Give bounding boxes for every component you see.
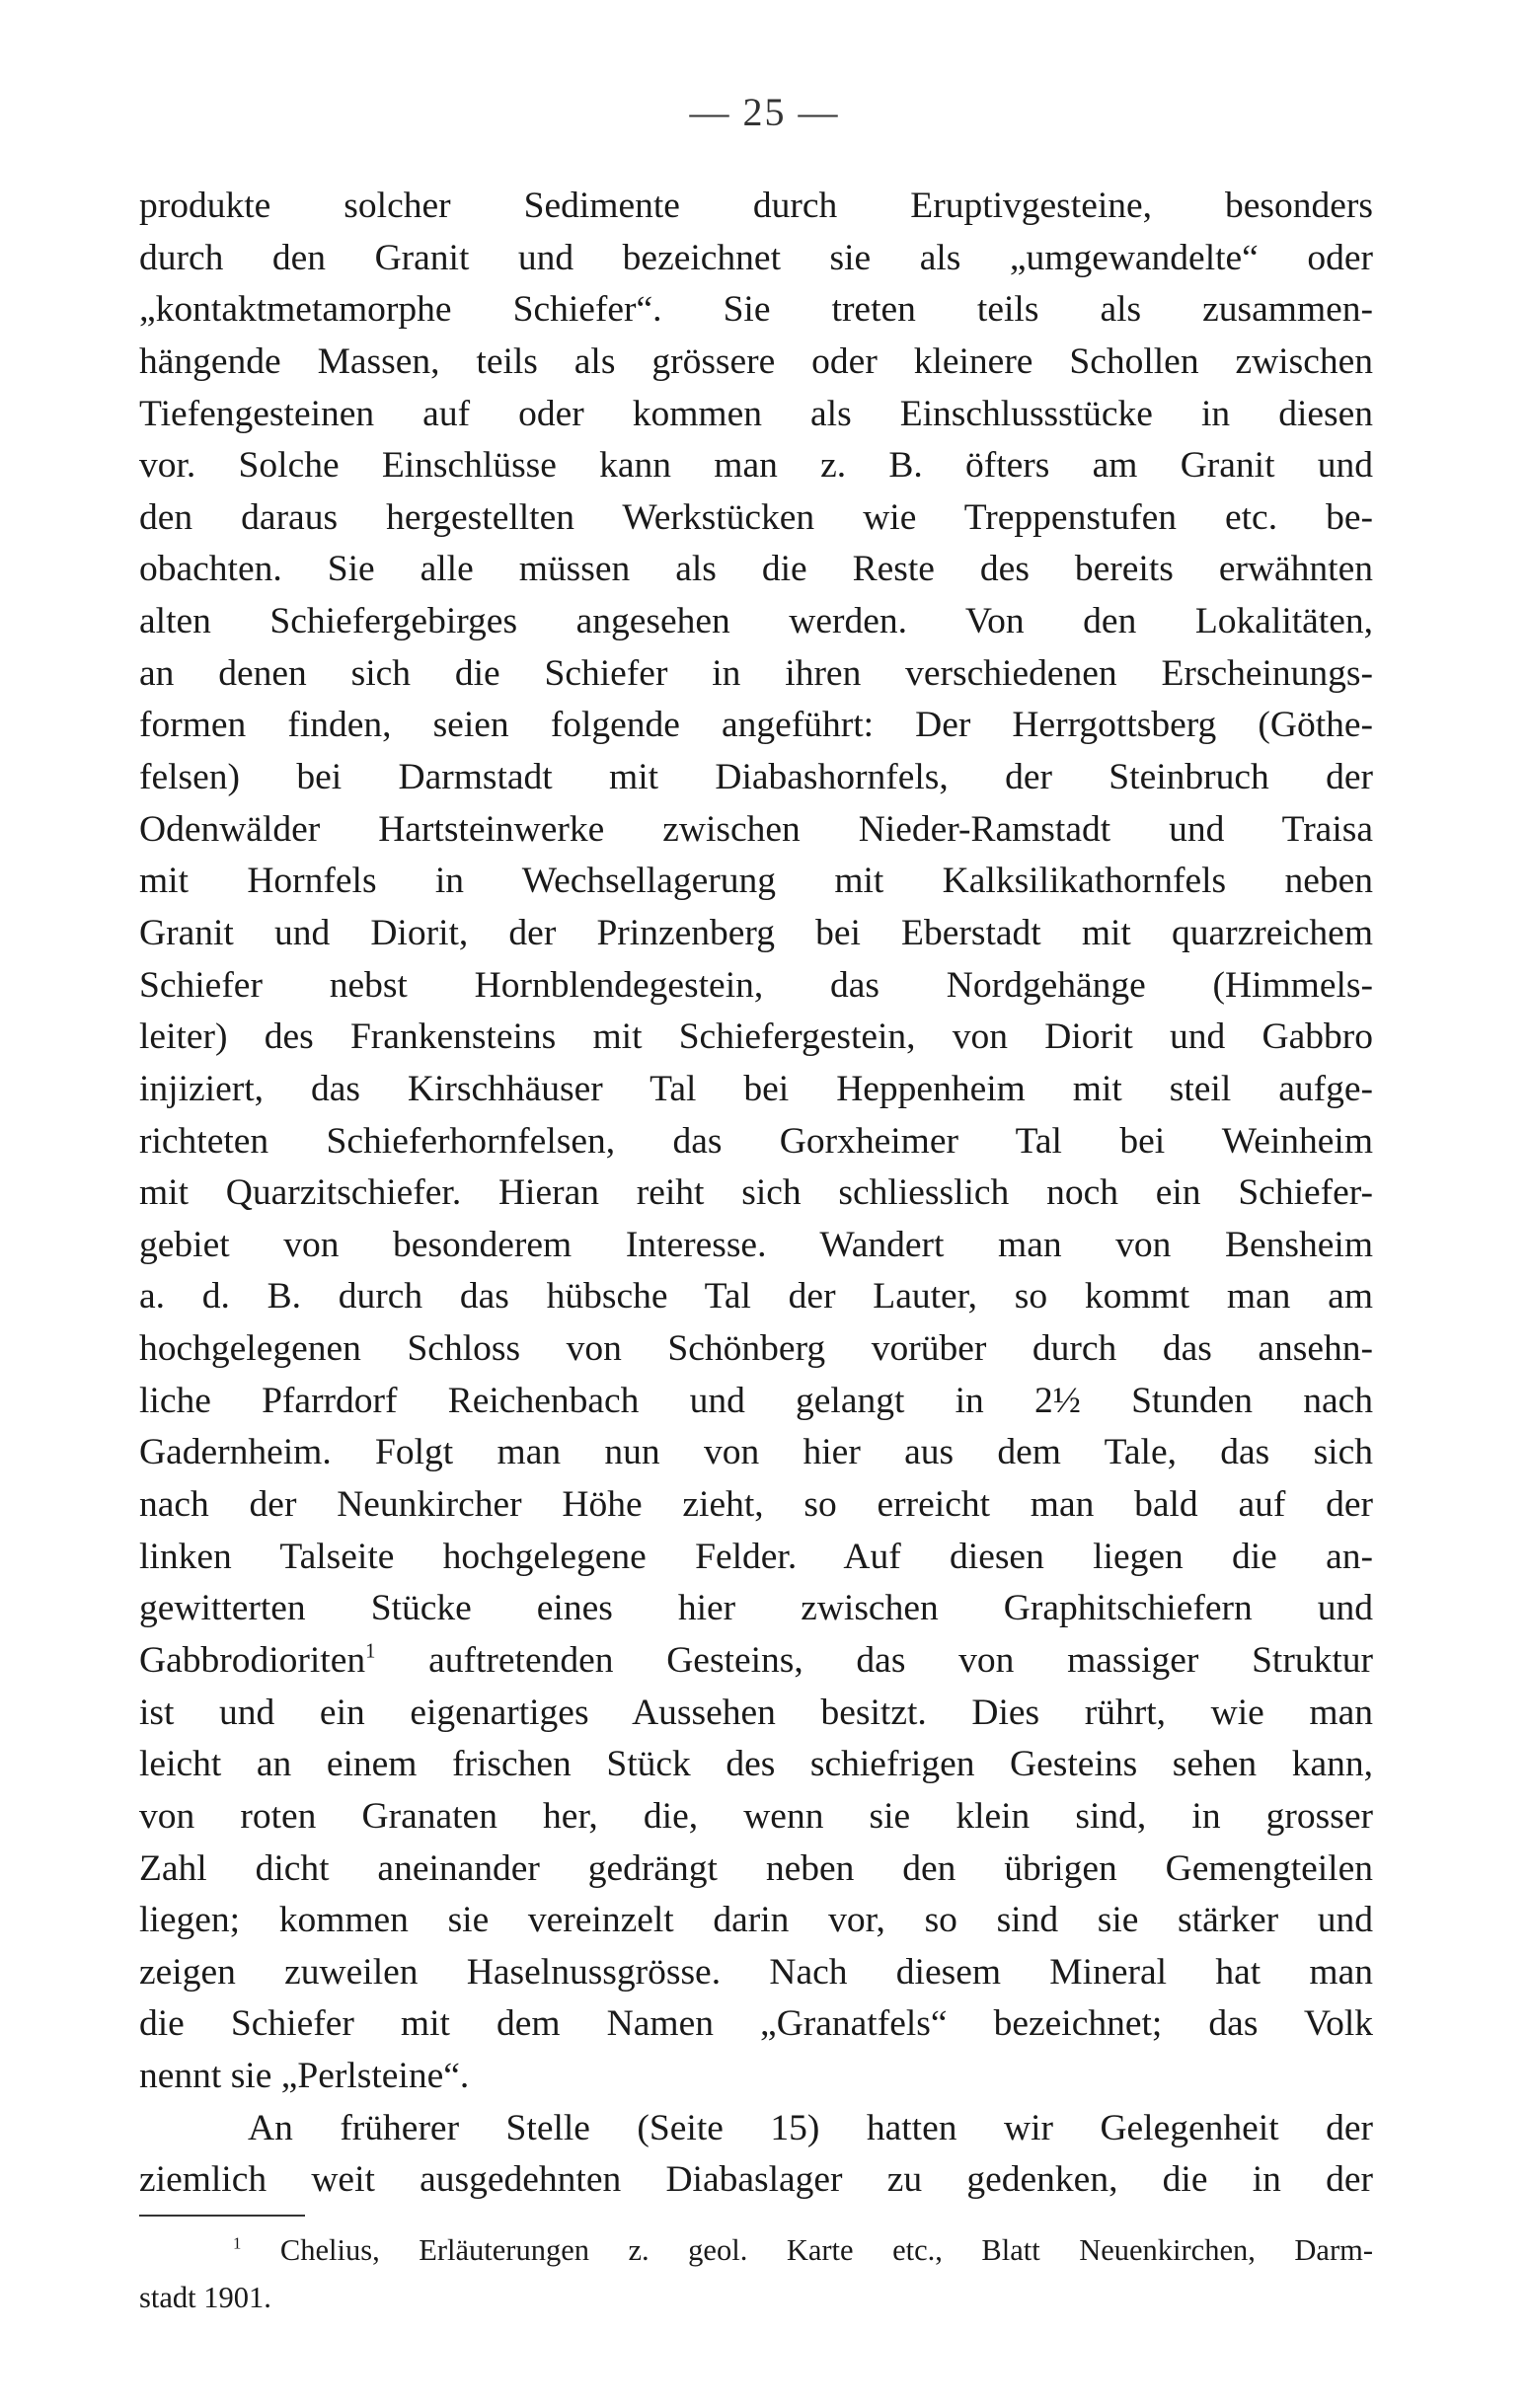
- text-line: von roten Granaten her, die, wenn sie klein sind, in grosser: [139, 1795, 1373, 1837]
- text-line: richteten Schieferhornfelsen, das Gorxheimer Tal bei Weinheim: [139, 1120, 1373, 1162]
- text-line: Granit und Diorit, der Prinzenberg bei Eberstadt mit quarzreichem: [139, 912, 1373, 953]
- text-line: Zahl dicht aneinander gedrängt neben den übrigen Gemengteilen: [139, 1847, 1373, 1889]
- text-line: gewitterten Stücke eines hier zwischen Graphitschiefern und: [139, 1588, 1373, 1629]
- footnote-marker: 1: [233, 2233, 242, 2253]
- text-line-with-footnote-ref: [139, 1635, 1373, 1688]
- text-line: den daraus hergestellten Werkstücken wie Treppenstufen etc. be-: [139, 496, 1373, 538]
- footnote-line: stadt 1901.: [139, 2281, 271, 2314]
- text-line: die Schiefer mit dem Namen „Granatfels“ bezeichnet; das Volk: [139, 2003, 1373, 2045]
- text-line: alten Schiefergebirges angesehen werden. Von den Lokalitäten,: [139, 601, 1373, 642]
- text-line: liche Pfarrdorf Reichenbach und gelangt in 2½ Stunden nach: [139, 1380, 1373, 1421]
- footnote-reference: 1: [365, 1640, 376, 1663]
- text-line: formen finden, seien folgende angeführt: Der Herrgottsberg (Göthe-: [139, 705, 1373, 746]
- text-line: Odenwälder Hartsteinwerke zwischen Nieder-Ramstadt und Traisa: [139, 808, 1373, 850]
- text-line: Tiefengesteinen auf oder kommen als Einschlussstücke in diesen: [139, 393, 1373, 434]
- text-line: injiziert, das Kirschhäuser Tal bei Heppenheim mit steil aufge-: [139, 1068, 1373, 1109]
- text-line: mit Hornfels in Wechsellagerung mit Kalksilikathornfels neben: [139, 861, 1373, 902]
- footnote-separator: [139, 2215, 305, 2217]
- text-segment: auftretenden Gesteins, das von massiger Struktur: [375, 1639, 1373, 1681]
- text-line: zeigen zuweilen Haselnussgrösse. Nach diesem Mineral hat man: [139, 1951, 1373, 1993]
- text-line: „kontaktmetamorphe Schiefer“. Sie treten teils als zusammen-: [139, 289, 1373, 331]
- body-text: [139, 181, 1373, 2207]
- text-line: Schiefer nebst Hornblendegestein, das Nordgehänge (Himmels-: [139, 964, 1373, 1006]
- paragraph-start-line: An früherer Stelle (Seite 15) hatten wir Gelegenheit der: [248, 2107, 1373, 2148]
- text-line: a. d. B. durch das hübsche Tal der Lauter, so kommt man am: [139, 1276, 1373, 1317]
- text-line: hängende Massen, teils als grössere oder kleinere Schollen zwischen: [139, 340, 1373, 382]
- text-segment: Gabbrodioriten: [139, 1639, 366, 1681]
- text-line: leicht an einem frischen Stück des schiefrigen Gesteins sehen kann,: [139, 1744, 1373, 1785]
- text-line: hochgelegenen Schloss von Schönberg vorüber durch das ansehn-: [139, 1328, 1373, 1370]
- text-line: ist und ein eigenartiges Aussehen besitzt. Dies rührt, wie man: [139, 1692, 1373, 1733]
- footnote: [139, 2226, 1373, 2321]
- footnote-text: Chelius, Erläuterungen z. geol. Karte etc., Blatt Neuenkirchen, Darm-: [241, 2233, 1373, 2267]
- text-line: durch den Granit und bezeichnet sie als „umgewandelte“ oder: [139, 237, 1373, 278]
- text-line: nach der Neunkircher Höhe zieht, so erreicht man bald auf der: [139, 1484, 1373, 1526]
- text-line: vor. Solche Einschlüsse kann man z. B. öfters am Granit und: [139, 445, 1373, 487]
- text-line: produkte solcher Sedimente durch Eruptivgesteine, besonders: [139, 186, 1373, 226]
- text-line: liegen; kommen sie vereinzelt darin vor, so sind sie stärker und: [139, 1900, 1373, 1941]
- text-line: mit Quarzitschiefer. Hieran reiht sich schliesslich noch ein Schiefer-: [139, 1172, 1373, 1214]
- text-line: obachten. Sie alle müssen als die Reste des bereits erwähnten: [139, 549, 1373, 590]
- paragraph-end-line: nennt sie „Perlsteine“.: [139, 2056, 470, 2097]
- text-line: ziemlich weit ausgedehnten Diabaslager zu gedenken, die in der: [139, 2159, 1373, 2201]
- text-line: an denen sich die Schiefer in ihren verschiedenen Erscheinungs-: [139, 652, 1373, 694]
- footnote-line: [139, 2226, 1373, 2274]
- text-line: leiter) des Frankensteins mit Schiefergestein, von Diorit und Gabbro: [139, 1016, 1373, 1058]
- text-line: linken Talseite hochgelegene Felder. Auf diesen liegen die an-: [139, 1536, 1373, 1577]
- text-line: Gadernheim. Folgt man nun von hier aus dem Tale, das sich: [139, 1432, 1373, 1473]
- text-line: felsen) bei Darmstadt mit Diabashornfels, der Steinbruch der: [139, 757, 1373, 798]
- page-number: — 25 —: [689, 90, 840, 134]
- text-line: gebiet von besonderem Interesse. Wandert man von Bensheim: [139, 1224, 1373, 1265]
